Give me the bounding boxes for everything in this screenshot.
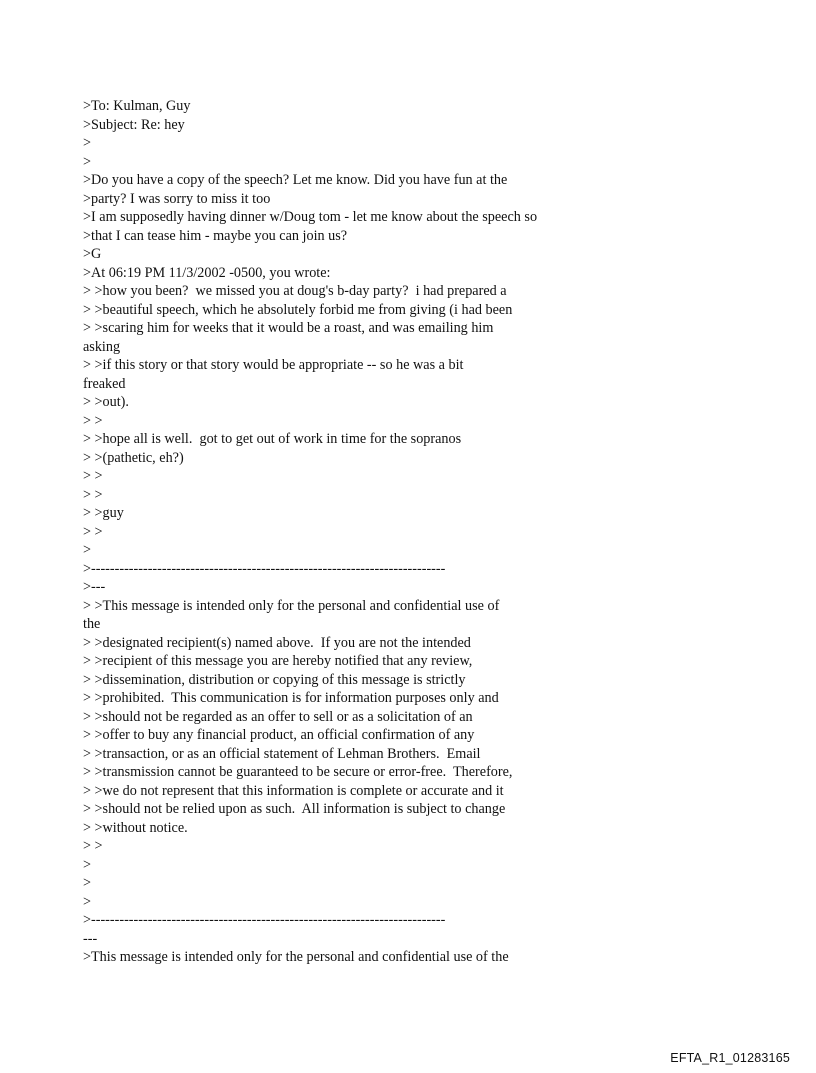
email-line: > >should not be regarded as an offer to sell or as a solicitation of an [83, 708, 473, 725]
email-line: > >offer to buy any financial product, an official confirmation of any [83, 727, 475, 743]
email-line: >--------------------------------------------------------------------------- [83, 560, 446, 577]
email-line: > [83, 153, 92, 170]
email-line: > >if this story or that story would be appropriate -- so he was a bit [83, 357, 464, 373]
email-line: --- [83, 930, 98, 947]
email-line: >--- [83, 579, 106, 595]
email-line: > >out). [83, 394, 129, 410]
email-line: > >we do not represent that this information is complete or accurate and it [83, 782, 504, 799]
email-line: freaked [83, 375, 126, 392]
email-line: >party? I was sorry to miss it too [83, 190, 271, 207]
email-line: > >dissemination, distribution or copying of this message is strictly [83, 671, 466, 688]
email-line: asking [83, 338, 121, 355]
email-body [83, 97, 783, 967]
email-line: >I am supposedly having dinner w/Doug tom - let me know about the speech so [83, 209, 538, 225]
email-line: >To: Kulman, Guy [83, 98, 191, 114]
email-line: > >should not be relied upon as such. All information is subject to change [83, 801, 506, 817]
email-line: > [83, 542, 92, 558]
email-line: > >hope all is well. got to get out of work in time for the sopranos [83, 431, 462, 447]
email-line: >At 06:19 PM 11/3/2002 -0500, you wrote: [83, 264, 331, 281]
email-line: > >transaction, or as an official statement of Lehman Brothers. Email [83, 745, 481, 762]
email-line: > [83, 856, 92, 873]
email-line: >that I can tease him - maybe you can join us? [83, 227, 348, 244]
email-line: > > [83, 486, 103, 503]
email-line: >Subject: Re: hey [83, 116, 185, 133]
email-line: > >how you been? we missed you at doug's b-day party? i had prepared a [83, 283, 507, 299]
email-line: > > [83, 468, 103, 484]
email-line: >This message is intended only for the personal and confidential use of the [83, 949, 509, 965]
email-line: >G [83, 246, 102, 262]
email-line: > [83, 875, 92, 891]
email-line: > > [83, 523, 103, 540]
email-line: the [83, 616, 101, 632]
email-line: > >(pathetic, eh?) [83, 449, 184, 466]
email-line: > >without notice. [83, 819, 188, 836]
email-line: > >This message is intended only for the personal and confidential use of [83, 597, 500, 614]
email-line: >Do you have a copy of the speech? Let me know. Did you have fun at the [83, 172, 508, 188]
email-line: > > [83, 412, 103, 429]
email-line: > >transmission cannot be guaranteed to be secure or error-free. Therefore, [83, 764, 513, 780]
email-line: > >prohibited. This communication is for information purposes only and [83, 690, 499, 706]
email-line: > >recipient of this message you are hereby notified that any review, [83, 653, 473, 669]
email-line: > [83, 135, 92, 151]
email-line: > >guy [83, 505, 124, 521]
email-line: > [83, 893, 92, 910]
email-line: > >scaring him for weeks that it would be a roast, and was emailing him [83, 320, 494, 336]
email-line: > > [83, 838, 103, 854]
email-line: >--------------------------------------------------------------------------- [83, 912, 446, 928]
email-line: > >beautiful speech, which he absolutely forbid me from giving (i had been [83, 301, 513, 318]
document-id: EFTA_R1_01283165 [670, 1051, 790, 1065]
email-line: > >designated recipient(s) named above. If you are not the intended [83, 634, 471, 651]
